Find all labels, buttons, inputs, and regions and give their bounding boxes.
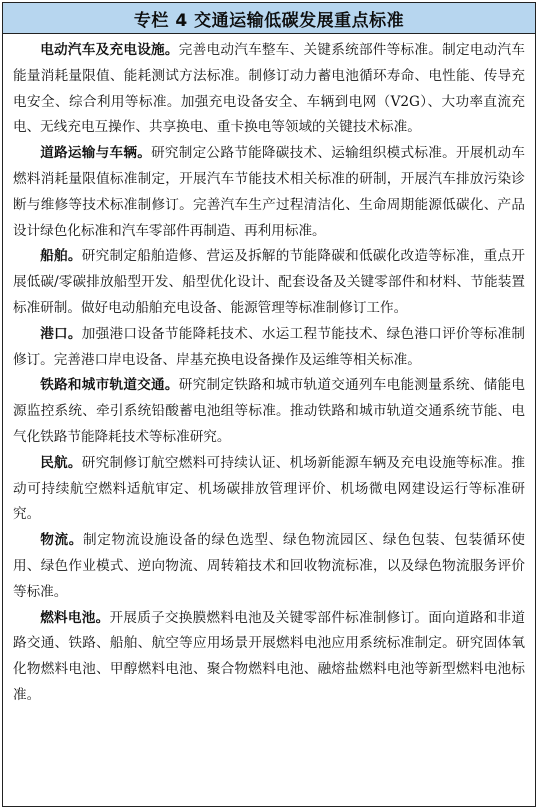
section-civil-aviation xyxy=(13,451,525,528)
section-body: 完善电动汽车整车、关键系统部件等标准。制定电动汽车能量消耗量限值、能耗测试方法标准。制修订动力蓄电池循环寿命、电性能、传导充电安全、综合利用等标准。加强充电设备安全、车辆到电网（V2G）、大功率直流充电、无线充电互操作、共享换电、重卡换电等领域的关键技术标准。 xyxy=(13,42,525,136)
section-body: 研究制定公路节能降碳技术、运输组织模式标准。开展机动车燃料消耗量限值标准制定，开展汽车节能技术相关标准的研制，开展汽车排放污染诊断与维修等技术标准制修订。完善汽车生产过程清洁化、生命周期能源低碳化、产品设计绿色化标准和汽车零部件再制造、再利用标准。 xyxy=(13,145,525,239)
section-heading: 电动汽车及充电设施。 xyxy=(40,42,179,58)
section-body: 加强港口设备节能降耗技术、水运工程节能技术、绿色港口评价等标准制修订。完善港口岸电设备、岸基充换电设备操作及运维等相关标准。 xyxy=(13,325,525,368)
box-title-bar xyxy=(3,3,535,34)
section-ships xyxy=(13,244,525,321)
section-body: 制定物流设施设备的绿色选型、绿色物流园区、绿色包装、包装循环使用、绿色作业模式、逆向物流、周转箱技术和回收物流标准，以及绿色物流服务评价等标准。 xyxy=(13,532,526,600)
section-heading: 船舶。 xyxy=(40,248,82,265)
section-ports xyxy=(13,322,525,374)
section-heading: 物流。 xyxy=(40,532,84,549)
section-heading: 港口。 xyxy=(40,325,82,342)
standards-box xyxy=(2,2,536,807)
section-heading: 铁路和城市轨道交通。 xyxy=(40,377,179,394)
section-body: 开展质子交换膜燃料电池及关键零部件标准制修订。面向道路和非道路交通、铁路、船舶、航空等应用场景开展燃料电池应用系统标准制定。研究固体氧化物燃料电池、甲醇燃料电池、聚合物燃料电池、融熔盐燃料电池等新型燃料电池标准。 xyxy=(13,609,525,703)
section-logistics xyxy=(13,528,525,605)
section-fuel-cells xyxy=(13,606,525,709)
section-body: 研究制修订航空燃料可持续认证、机场新能源车辆及充电设施等标准。推动可持续航空燃料适航审定、机场碳排放管理评价、机场微电网建设运行等标准研究。 xyxy=(13,454,525,523)
box-content xyxy=(3,34,535,709)
section-road-transport xyxy=(13,141,525,244)
section-body: 研究制定铁路和城市轨道交通列车电能测量系统、储能电源监控系统、牵引系统铅酸蓄电池组等标准。推动铁路和城市轨道交通系统节能、电气化铁路节能降耗技术等标准研究。 xyxy=(13,377,525,445)
section-railway xyxy=(13,373,525,450)
section-heading: 民航。 xyxy=(40,454,82,471)
section-electric-vehicles xyxy=(13,38,525,141)
section-heading: 燃料电池。 xyxy=(40,609,110,626)
section-heading: 道路运输与车辆。 xyxy=(40,145,152,162)
box-title: 专栏 4 交通运输低碳发展重点标准 xyxy=(133,10,405,31)
section-body: 研究制定船舶造修、营运及拆解的节能降碳和低碳化改造等标准，重点开展低碳/零碳排放船型开发、船型优化设计、配套设备及关键零部件和材料、节能装置标准研制。做好电动船舶充电设备、能源管理等标准制修订工作。 xyxy=(13,248,525,316)
